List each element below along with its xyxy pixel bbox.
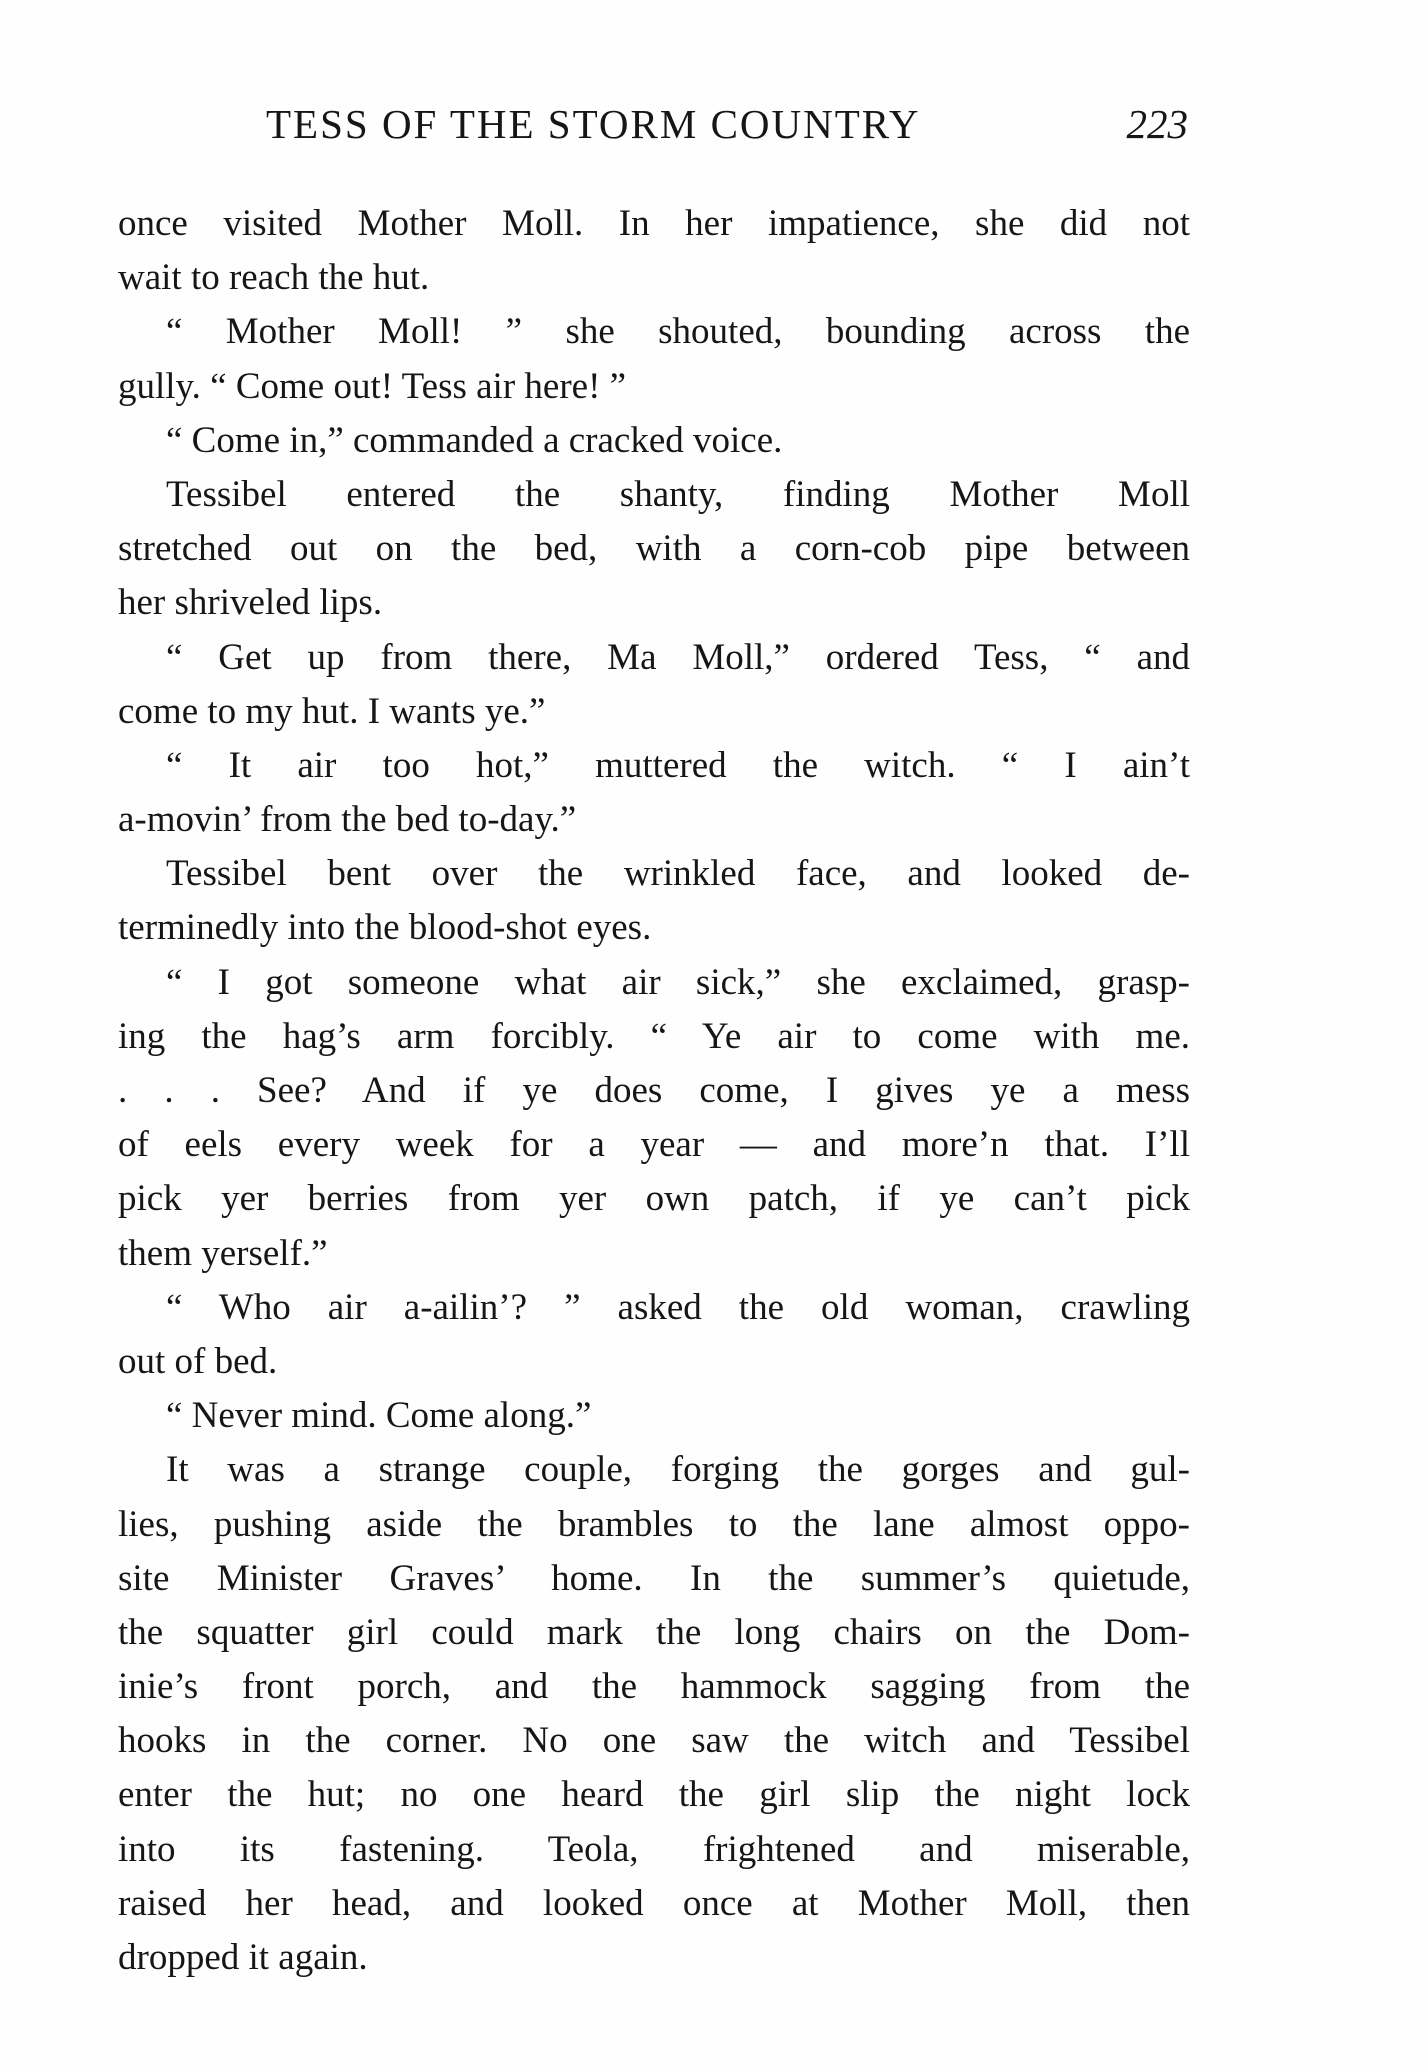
text-line: stretched out on the bed, with a corn-cob pipe between [118,528,1190,570]
text-line: enter the hut; no one heard the girl slip the night lock [118,1774,1190,1816]
text-line: her shriveled lips. [118,582,383,624]
text-line: inie’s front porch, and the hammock sagging from the [118,1666,1190,1708]
text-line: Tessibel bent over the wrinkled face, and looked de- [166,853,1190,895]
text-line: site Minister Graves’ home. In the summer’s quietude, [118,1557,1190,1599]
text-line: “ Mother Moll! ” she shouted, bounding across the [166,311,1190,353]
text-line: hooks in the corner. No one saw the witch and Tessibel [118,1720,1190,1762]
text-line: them yerself.” [118,1232,328,1274]
text-line: out of bed. [118,1340,278,1382]
text-line: pick yer berries from yer own patch, if ye can’t pick [118,1178,1190,1220]
page-number: 223 [1126,101,1188,147]
page-header [118,100,1188,160]
text-line: into its fastening. Teola, frightened and miserable, [118,1828,1190,1870]
text-line: “ Never mind. Come along.” [166,1395,592,1437]
text-line: Tessibel entered the shanty, finding Mother Moll [166,473,1190,515]
text-line: wait to reach the hut. [118,257,430,299]
text-line: raised her head, and looked once at Mother Moll, then [118,1882,1190,1924]
text-line: . . . See? And if ye does come, I gives ye a mess [118,1070,1190,1111]
text-line: “ I got someone what air sick,” she exclaimed, grasp- [166,961,1190,1003]
text-line: gully. “ Come out! Tess air here! ” [118,365,627,407]
text-line: of eels every week for a year — and more’n that. I’ll [118,1124,1190,1166]
text-line: the squatter girl could mark the long chairs on the Dom- [118,1611,1190,1653]
text-line: terminedly into the blood-shot eyes. [118,907,652,949]
text-line: “ Who air a-ailin’? ” asked the old woman, crawling [166,1286,1190,1328]
text-line: come to my hut. I wants ye.” [118,690,546,732]
running-title: TESS OF THE STORM COUNTRY [266,101,921,147]
text-line: “ It air too hot,” muttered the witch. “ I ain’t [166,744,1190,786]
text-line: ing the hag’s arm forcibly. “ Ye air to come with me. [118,1015,1190,1057]
text-line: dropped it again. [118,1937,368,1978]
text-line: lies, pushing aside the brambles to the lane almost oppo- [118,1503,1190,1545]
text-line: once visited Mother Moll. In her impatience, she did not [118,203,1190,244]
text-line: a-movin’ from the bed to-day.” [118,799,577,841]
text-line: It was a strange couple, forging the gorges and gul- [166,1449,1190,1491]
body-text [118,197,1190,1985]
text-line: “ Get up from there, Ma Moll,” ordered Tess, “ and [166,636,1190,678]
text-line: “ Come in,” commanded a cracked voice. [166,419,783,461]
